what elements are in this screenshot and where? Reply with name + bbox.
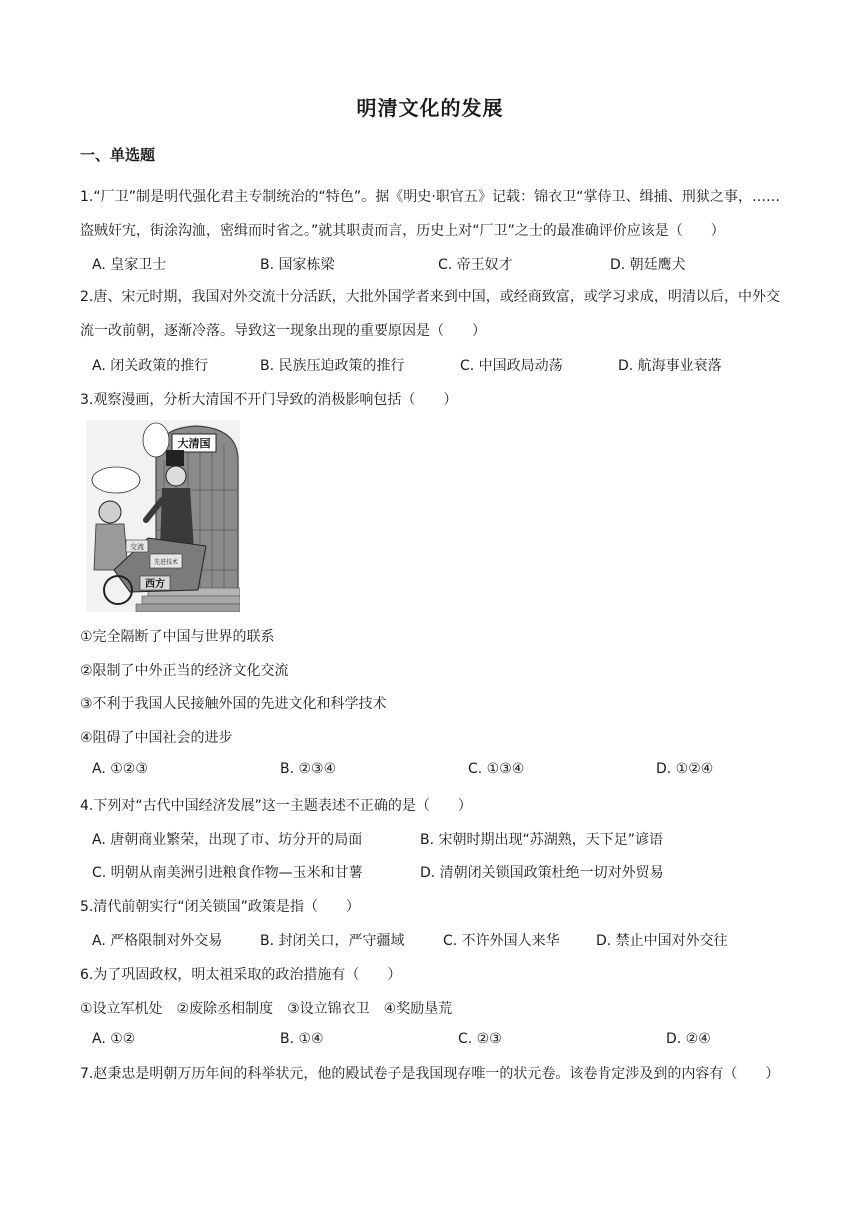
q5-option-d: D. 禁止中国对外交往 [596,933,728,949]
q3-item-2: ②限制了中外正当的经济文化交流 [80,663,289,679]
q3-option-d: D. ①②④ [656,761,714,777]
q2-option-a: A. 闭关政策的推行 [92,358,209,374]
q5-option-a: A. 严格限制对外交易 [92,933,223,949]
cart-label-tech: 先进技术 [153,559,179,566]
cart-label-west: 西方 [145,579,165,590]
q3-option-a: A. ①②③ [92,761,148,777]
q6-items: ①设立军机处 ②废除丞相制度 ③设立锦衣卫 ④奖励垦荒 [80,1001,453,1017]
q3-item-4: ④阻碍了中国社会的进步 [80,730,233,746]
question-2-stem: 2.唐、宋元时期，我国对外交流十分活跃，大批外国学者来到中国，或经商致富，或学习求成，明清以后，中外交流一改前朝，逐渐冷落。导致这一现象出现的重要原因是（ ） [80,289,780,339]
q1-option-b: B. 国家栋梁 [260,257,335,273]
q1-option-a: A. 皇家卫士 [92,257,167,273]
q1-option-d: D. 朝廷鹰犬 [610,257,686,273]
gate-sign-text: 大清国 [177,437,211,450]
section-heading: 一、单选题 [80,146,156,164]
question-7-stem: 7.赵秉忠是明朝万历年间的科举状元，他的殿试卷子是我国现存唯一的状元卷。该卷肯定涉及到的内容有（ ） [80,1066,780,1082]
q4-option-c: C. 明朝从南美洲引进粮食作物—玉米和甘薯 [92,865,363,881]
q3-item-1: ①完全隔断了中国与世界的联系 [80,629,275,645]
question-1-stem: 1.“厂卫”制是明代强化君主专制统治的“特色”。据《明史·职官五》记载：锦衣卫“掌侍卫、缉捕、刑狱之事，……盗贼奸宄，街涂沟洫，密缉而时省之。”就其职责而言，历史上对“厂卫”之士的最准确评价应该是（ ） [80,189,780,239]
page-title: 明清文化的发展 [356,96,504,120]
cart-label-exchange: 交流 [130,543,144,551]
q2-option-b: B. 民族压迫政策的推行 [260,358,405,374]
q4-option-d: D. 清朝闭关锁国政策杜绝一切对外贸易 [420,865,664,881]
q1-option-c: C. 帝王奴才 [438,257,513,273]
question-6-stem: 6.为了巩固政权，明太祖采取的政治措施有（ ） [80,967,402,983]
question-5-stem: 5.清代前朝实行“闭关锁国”政策是指（ ） [80,899,360,915]
q6-option-c: C. ②③ [458,1031,502,1047]
q3-option-b: B. ②③④ [280,761,337,777]
question-4-stem: 4.下列对“古代中国经济发展”这一主题表述不正确的是（ ） [80,798,472,814]
q6-option-a: A. ①② [92,1031,136,1047]
q3-item-3: ③不利于我国人民接触外国的先进文化和科学技术 [80,696,387,712]
q5-option-c: C. 不许外国人来华 [443,933,560,949]
q5-option-b: B. 封闭关口，严守疆域 [260,933,405,949]
q2-option-c: C. 中国政局动荡 [460,358,563,374]
q3-option-c: C. ①③④ [468,761,525,777]
q6-option-d: D. ②④ [666,1031,711,1047]
q2-option-d: D. 航海事业衰落 [618,358,722,374]
q4-option-b: B. 宋朝时期出现“苏湖熟，天下足”谚语 [420,832,664,848]
question-3-stem: 3.观察漫画，分析大清国不开门导致的消极影响包括（ ） [80,392,458,408]
cartoon-image [86,420,240,612]
q4-option-a: A. 唐朝商业繁荣，出现了市、坊分开的局面 [92,832,363,848]
q6-option-b: B. ①④ [280,1031,324,1047]
